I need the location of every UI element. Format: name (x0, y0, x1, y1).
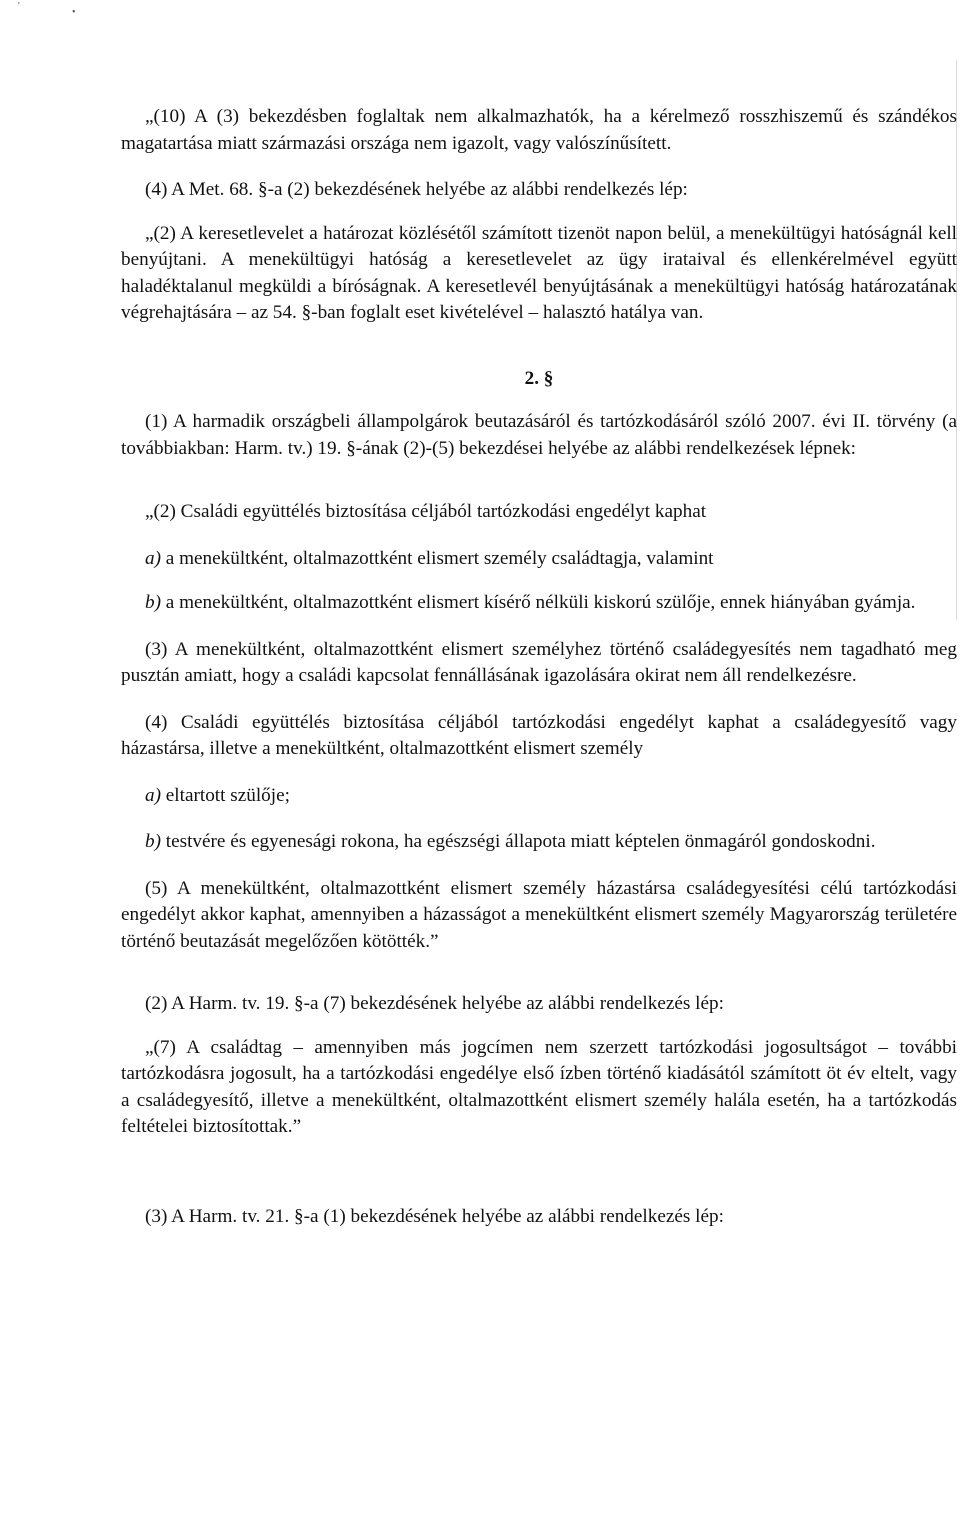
document-page (121, 104, 957, 1230)
paragraph-met68-2: „(2) A keresetlevelet a határozat közlésétől számított tizenöt napon belül, a menekültügyi hatóságnál kell benyújtani. A menekültügyi hatóság a keresetlevelet az ügy irataival és ellenkérelmével együtt haladéktalanul megküldi a bíróságnak. A keresetlevél benyújtásának a menekültügyi hatóság határozatának végrehajtására – az 54. §-ban foglalt eset kivételével – halasztó hatálya van. (121, 222, 957, 323)
paragraph-harm-4: (4) Családi együttélés biztosítása céljából tartózkodási engedélyt kaphat a családegyesítő vagy házastársa, illetve a menekültként, oltalmazottként elismert személy (121, 711, 957, 759)
paragraph-harm-2a (121, 546, 957, 573)
paragraph-met68-intro: (4) A Met. 68. §-a (2) bekezdésének helyébe az alábbi rendelkezés lép: (145, 179, 688, 200)
item-label-b: b) (145, 592, 161, 613)
paragraph-harm21-intro: (3) A Harm. tv. 21. §-a (1) bekezdésének helyébe az alábbi rendelkezés lép: (145, 1205, 724, 1227)
item-label-4a: a) (145, 784, 161, 806)
item-label-4b: b) (145, 831, 161, 852)
item-text-a: a menekültként, oltalmazottként elismert személy családtagja, valamint (160, 547, 714, 569)
section-heading: 2. § (524, 367, 554, 389)
item-text-4a: eltartott szülője; (160, 784, 290, 806)
item-label-a: a) (145, 547, 161, 569)
paragraph-harm19-7-intro: (2) A Harm. tv. 19. §-a (7) bekezdésének helyébe az alábbi rendelkezés lép: (145, 993, 724, 1014)
paragraph-harm-3: (3) A menekültként, oltalmazottként elismert személyhez történő családegyesítés nem tagadható meg pusztán amiatt, hogy a családi kapcsolat fennállásának igazolására okirat nem áll rendelkezésre. (121, 638, 957, 686)
paragraph-harm-2b (121, 590, 957, 617)
paragraph-harm-4b (121, 829, 957, 856)
paragraph-harm-5: (5) A menekültként, oltalmazottként elismert személy házastársa családegyesítési célú tartózkodási engedélyt akkor kaphat, amennyiben a házasságot a menekültként elismert személy Magyarország területére történő beutazását megelőzően kötötték.” (121, 877, 957, 952)
paragraph-10: „(10) A (3) bekezdésben foglaltak nem alkalmazhatók, ha a kérelmező rosszhiszemű és szándékos magatartása miatt származási országa nem igazolt, vagy valószínűsített. (121, 106, 957, 154)
paragraph-harm-4a (121, 783, 957, 810)
scan-tick-mark: ' (18, 1, 20, 12)
paragraph-harm19-7: „(7) A családtag – amennyiben más jogcímen nem szerzett tartózkodási jogosultságot – további tartózkodásra jogosult, ha a tartózkodási engedélye első ízben történő kiadásától számított öt év eltelt, vagy a családegyesítő, illetve a menekültként, oltalmazottként elismert személy halála esetén, ha a tartózkodás feltételei biztosítottak.” (121, 1036, 957, 1137)
item-text-b: a menekültként, oltalmazottként elismert kísérő nélküli kiskorú szülője, ennek hiányában gyámja. (160, 592, 916, 613)
scan-dot-mark: • (72, 7, 76, 18)
item-text-4b: testvére és egyenesági rokona, ha egészségi állapota miatt képtelen önmagáról gondoskodni. (160, 831, 876, 852)
paragraph-harm-2: „(2) Családi együttélés biztosítása céljából tartózkodási engedélyt kaphat (145, 501, 707, 522)
paragraph-harm-1: (1) A harmadik országbeli állampolgárok beutazásáról és tartózkodásáról szóló 2007. évi II. törvény (a továbbiakban: Harm. tv.) 19. §-ának (2)-(5) bekezdései helyébe az alábbi rendelkezések lépnek: (121, 411, 957, 459)
